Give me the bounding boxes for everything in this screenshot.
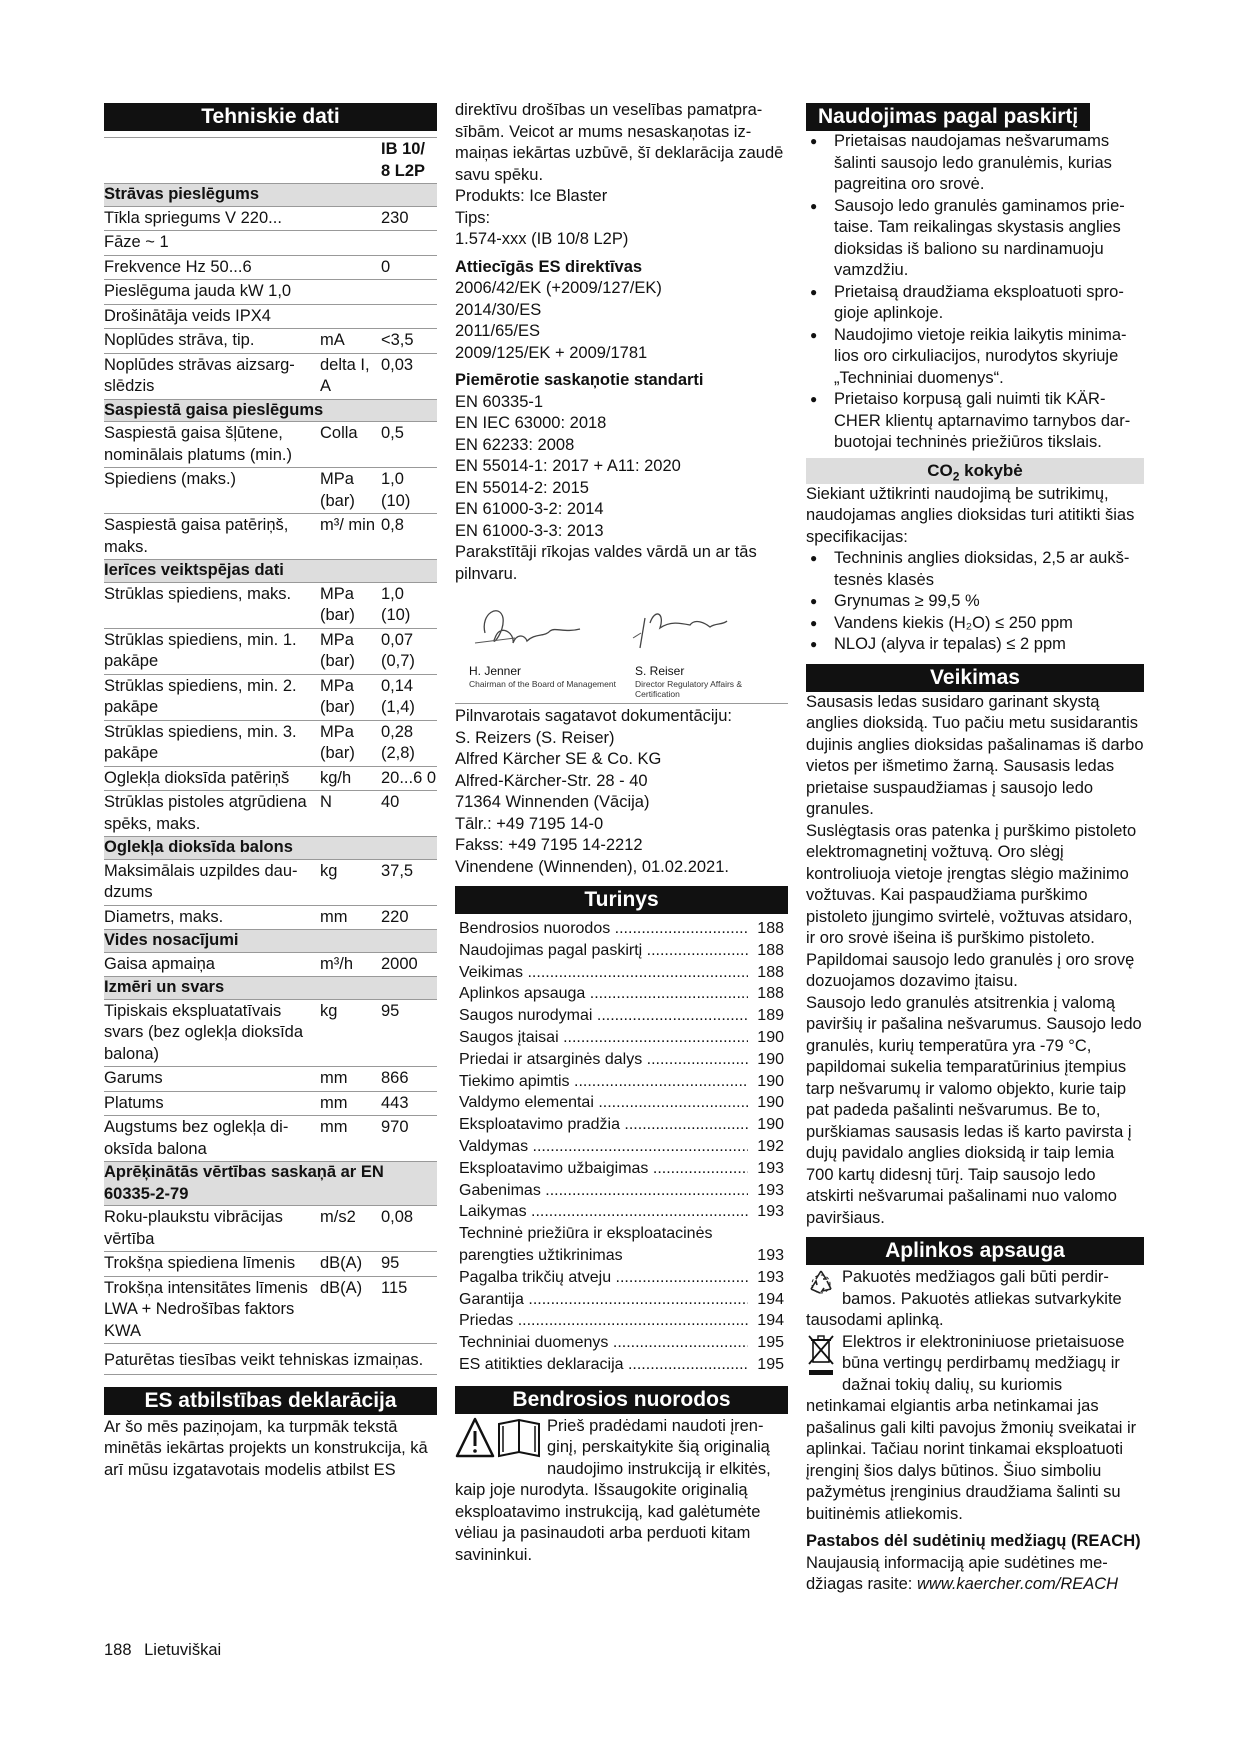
tech-value: 220 [381,905,437,930]
es-directive: 2011/65/ES [455,322,541,340]
tech-label: Noplūdes strāvas aizsargslēdzis [104,353,320,399]
contents-item[interactable] [459,1310,784,1332]
usage-item: ● Prietaisas naudojamas nešvarumams šalinti sausojo ledo granulėmis, kurias pagreitina oro srovė. [806,131,1144,196]
contents-item-page: 193 [757,1268,784,1286]
signature-image [455,593,788,663]
signer-2-name: S. Reiser [635,664,685,678]
contents-heading: Turinys [455,886,788,914]
tech-value [381,304,437,329]
co2-spec-item: ● Vandens kiekis (H₂O) ≤ 250 ppm [806,613,1144,635]
contents-item[interactable] [459,1092,784,1114]
tech-label: Roku-plaukstu vibrācijas vērtība [104,1206,320,1252]
tech-value: 0,28 (2,8) [381,720,437,766]
tech-row [104,1116,437,1162]
tech-row [104,514,437,560]
column-right [806,103,1144,1596]
contents-item-page: 193 [757,1181,784,1199]
contents-item-page: 190 [757,1116,784,1134]
es-address-line: 71364 Winnenden (Vācija) [455,793,650,811]
contents-item-page: 193 [757,1159,784,1177]
tech-value: 0 [381,255,437,280]
co2-list [806,548,1144,656]
contents-item[interactable] [459,918,784,940]
tech-unit: m/s2 [320,1206,381,1252]
es-directive: 2006/42/EK (+2009/127/EK) [455,279,662,297]
tech-row [104,304,437,329]
es-address-line: S. Reizers (S. Reiser) [455,728,615,747]
es-standard: EN 62233: 2008 [455,435,575,454]
tech-row [104,859,437,905]
tech-label: Trokšņa spiediena līmenis [104,1252,320,1277]
tech-unit: mm [320,1116,381,1162]
tech-row [104,1252,437,1277]
contents-list [455,918,788,1376]
tech-row [104,1276,437,1344]
tech-unit: kg/h [320,766,381,791]
tech-section-header [104,399,437,422]
tech-unit: mA [320,329,381,354]
signatures [455,593,788,703]
co2-spec-item: ● NLOJ (alyva ir tepalas) ≤ 2 ppm [806,634,1144,656]
reach-text-line [806,1553,1144,1596]
tech-label: Fāze ~ 1 [104,231,320,256]
tech-label: Saspiestā gaisa patēriņš, maks. [104,514,320,560]
tech-row [104,353,437,399]
environment-heading: Aplinkos apsauga [806,1237,1144,1265]
contents-item[interactable] [459,1071,784,1093]
contents-item[interactable] [459,983,784,1005]
es-directives-list [455,278,788,364]
es-standard: EN 55014-1: 2017 + A11: 2020 [455,457,681,475]
contents-item-page: 190 [757,1050,784,1068]
co2-title-a: CO [927,460,953,480]
signer-1-name: H. Jenner [469,664,522,678]
contents-item[interactable] [459,1354,784,1376]
contents-item-title: Techniniai duomenys ..... [459,1332,748,1354]
contents-item-title: Valdymas ..... [459,1136,748,1158]
general-heading: Bendrosios nuorodos [455,1386,788,1414]
tech-section-header [104,930,437,953]
tech-unit: m³/ min [320,514,381,560]
contents-item-page: 194 [757,1290,784,1308]
es-address-line: Alfred-Kärcher-Str. 28 - 40 [455,771,648,790]
es-paragraph-1: Ar šo mēs paziņojam, ka turpmāk tekstā minētās iekārtas projekts un konstrukcija, kā arī mūsu izgatavotais modelis atbilst ES [104,1417,428,1479]
es-standard: EN 60335-1 [455,392,544,411]
contents-item-title: Bendrosios nuorodos ..... [459,918,748,940]
contents-item-page: 188 [757,920,784,937]
contents-item-title: Tiekimo apimtis ..... [459,1071,748,1093]
tech-unit: kg [320,999,381,1067]
tech-row [104,791,437,837]
contents-item-title: Saugos nurodymai ..... [459,1005,748,1027]
contents-item[interactable] [459,1201,784,1223]
co2-title-b: kokybė [959,460,1023,480]
tech-label: Spiediens (maks.) [104,468,320,514]
signer-1-role: Chairman of the Board of Management [469,679,616,689]
tech-unit: mm [320,1091,381,1116]
es-type: 1.574-xxx (IB 10/8 L2P) [455,230,629,248]
es-declaration-heading: ES atbilstības deklarācija [104,1387,437,1415]
es-address-line: Pilnvarotais sagatavot dokumentāciju: [455,707,732,725]
contents-item[interactable] [459,1332,784,1354]
reach-text: Naujausią informaciją apie sudėtines medžiagas rasite: [806,1553,1108,1593]
contents-item-page: 188 [757,985,784,1003]
es-standard: EN 61000-3-2: 2014 [455,500,604,518]
env-p2: Elektros ir elektroniniuose prietaisuose būna vertingų perdirbamų medžiagų ir dažnai tokių dalių, su kuriomis netinkamai elgiantis arba netinkamai jas pašalinus gali kilti pavojus žmonių sveikatai ir aplinkai. Tačiau norint tinkamai eksploatuoti įrenginį šios dalys būtinos. Šiuo simboliu pažymėtus įrenginius draudžiama šalinti su buitinėmis atliekomis. [806,1332,1137,1523]
tech-value: 0,5 [381,422,437,468]
contents-item-title: Pagalba trikčių atveju ..... [459,1267,748,1289]
co2-intro: Siekiant užtikrinti naudojimą be sutrikimų, naudojamas anglies dioksidas turi atitikti šias specifikacijas: [806,484,1135,546]
usage-heading: Naudojimas pagal paskirtį [806,103,1090,131]
contents-item[interactable] [459,962,784,984]
es-address-line: Alfred Kärcher SE & Co. KG [455,750,662,768]
operation-p2: Suslėgtasis oras patenka į purškimo pistoleto elektromagnetinį vožtuvą. Oro slėgį kontroliuoja vietoje įrengtas slėgio mažinimo vožtuvas. Kai paspaudžiama purškimo pistoleto įjungimo svirtelė, vožtuvas atsidaro, ir oro srovė išeina iš purškimo pistoleto. Papildomai sausojo ledo granulės į oro srovę dozuojamos dozavimo įtaisu. [806,821,1137,990]
contents-item-page: 195 [757,1355,784,1373]
tech-unit [320,255,381,280]
es-address [455,703,788,878]
co2-spec-item: ● Grynumas ≥ 99,5 % [806,591,1144,613]
tech-section-title: Ierīces veiktspējas dati [104,560,437,583]
tech-row [104,674,437,720]
recycle-icon [806,1267,836,1304]
tech-section-header [104,1162,437,1206]
contents-item-title: Priedai ir atsarginės dalys ..... [459,1049,748,1071]
contents-item[interactable] [459,1180,784,1202]
contents-item-page: 193 [757,1203,784,1221]
contents-item[interactable] [459,1027,784,1049]
es-standard: EN IEC 63000: 2018 [455,414,607,432]
tech-section-header [104,837,437,860]
general-text: Prieš pradėdami naudoti įrenginį, perskaitykite šią originalią naudojimo instrukciją ir elkitės, kaip joje nurodyta. Išsaugokite originalią eksploatavimo instrukciją, kad galėtumėte vėliau ja pasinaudoti arba perduoti kitam savininkui. [455,1416,771,1564]
tech-unit [320,280,381,305]
tech-value: 0,14 (1,4) [381,674,437,720]
es-directives-title: Attiecīgās ES direktīvas [455,257,643,276]
tech-data-table [104,137,437,1344]
tech-row [104,952,437,977]
tech-section-title: Izmēri un svars [104,977,437,1000]
tech-note: Paturētas tiesības veikt tehniskas izmaiņas. [104,1350,437,1375]
tech-unit: m³/h [320,952,381,977]
contents-item-title: Valdymo elementai ..... [459,1092,748,1114]
contents-item-page: 188 [757,941,784,959]
tech-section-header [104,184,437,207]
tech-label: Augstums bez oglekļa dioksīda balona [104,1116,320,1162]
env-weee-block [806,1332,1144,1526]
contents-item-title: ES atitikties deklaracija ..... [459,1354,748,1376]
tech-unit [320,231,381,256]
contents-item-page: 194 [757,1312,784,1330]
tech-label: Strūklas spiediens, min. 1. pakāpe [104,628,320,674]
contents-item-title: Garantija ..... [459,1289,748,1311]
usage-list [806,131,1144,454]
contents-item[interactable] [459,1049,784,1071]
contents-item[interactable] [459,940,784,962]
contents-item-page: 193 [757,1246,784,1264]
co2-spec-item: ● Techninis anglies dioksidas, 2,5 ar aukštesnės klasės [806,548,1144,591]
tech-value: 443 [381,1091,437,1116]
column-left [104,103,437,1481]
env-p1: Pakuotės medžiagos gali būti perdirbamos. Pakuotės atliekas sutvarkykite tausodami aplinką. [806,1268,1122,1329]
contents-item[interactable] [459,1005,784,1027]
contents-item-page: 195 [757,1334,784,1352]
contents-item-title: Saugos įtaisai ..... [459,1027,748,1049]
env-recycle-block [806,1267,1144,1332]
tech-label: Strūklas spiediens, maks. [104,582,320,628]
tech-row [104,582,437,628]
tech-label: Maksimālais uzpildes daudzums [104,859,320,905]
warning-manual-icon [455,1416,541,1467]
signer-2-role: Director Regulatory Affairs & Certification [635,679,743,699]
tech-row [104,1067,437,1092]
general-block [455,1416,788,1567]
tech-value: 95 [381,999,437,1067]
tech-value: 0,8 [381,514,437,560]
tech-label: Pieslēguma jauda kW 1,0 [104,280,320,305]
tech-label: Platums [104,1091,320,1116]
tech-unit: Colla [320,422,381,468]
tech-row [104,766,437,791]
es-directive: 2014/30/ES [455,300,542,319]
tech-row [104,468,437,514]
es-directive: 2009/125/EK + 2009/1781 [455,343,648,362]
tech-label: Gaisa apmaiņa [104,952,320,977]
tech-unit: MPa (bar) [320,468,381,514]
tech-value [381,231,437,256]
es-standards-title: Piemērotie saskaņotie standarti [455,371,704,389]
usage-item: ● Prietaisą draudžiama eksploatuoti sprogioje aplinkoje. [806,282,1144,325]
tech-section-title: Saspiestā gaisa pieslēgums [104,399,437,422]
tech-section-title: Strāvas pieslēgums [104,184,437,207]
contents-item[interactable] [459,1158,784,1180]
contents-item[interactable] [459,1223,784,1267]
contents-item-page: 190 [757,1094,784,1112]
tech-label: Tipiskais ekspluatatīvais svars (bez oglekļa dioksīda balona) [104,999,320,1067]
tech-label: Trokšņa intensitātes līmenis LWA + Nedrošības faktors KWA [104,1276,320,1344]
contents-item-title: Techninė priežiūra ir eksploatacinės parengties užtikrinimas [459,1225,713,1264]
contents-item-page: 188 [757,963,784,981]
operation-p1: Sausasis ledas susidaro garinant skystą anglies dioksidą. Tuo pačiu metu susidarantis dujinis anglies dioksidas pašalinamas iš darbo vietos per išmetimo žarną. Sausasis ledas prietaise suspaudžiamas į sausojo ledo granules. [806,692,1144,818]
usage-item: ● Prietaiso korpusą gali nuimti tik KÄRCHER klientų aptarnavimo tarnybos darbuotojai techninės priežiūros tikslais. [806,389,1144,454]
tech-row [104,628,437,674]
contents-item[interactable] [459,1289,784,1311]
es-standard: EN 55014-2: 2015 [455,478,589,497]
tech-row [104,255,437,280]
tech-label: Oglekļa dioksīda patēriņš [104,766,320,791]
tech-value: 230 [381,206,437,231]
tech-unit: delta I, A [320,353,381,399]
tech-unit: mm [320,1067,381,1092]
tech-row [104,329,437,354]
contents-item-page: 189 [757,1007,784,1025]
tech-label: Noplūdes strāva, tip. [104,329,320,354]
contents-item-title: Naudojimas pagal paskirtį ..... [459,940,748,962]
contents-item-page: 192 [757,1137,784,1155]
contents-item-title: Eksploatavimo užbaigimas ..... [459,1158,748,1180]
column-middle [455,100,788,1566]
tech-row [104,206,437,231]
tech-value: 2000 [381,952,437,977]
page-footer [104,1640,229,1662]
tech-row [104,1091,437,1116]
operation-p3: Sausojo ledo granulės atsitrenkia į valomą paviršių ir pašalina nešvarumus. Sausojo ledo granulės, kurių temperatūra yra -79 °C, papildomai sukelia temparatūrinius įtempius tarp nešvarumų ir valomo objekto, kurie taip pat padeda pašalinti nešvarumus. Be to, purškiamas sausasis ledas iš karto pavirsta į dujų pavidalo anglies dioksidą ir taip lemia 700 kartų didesnį tūrį. Taip sausojo ledo atskirti nešvarumai pašalinami nuo valomo paviršiaus. [806,993,1142,1227]
tech-value [381,280,437,305]
tech-value: 0,03 [381,353,437,399]
tech-value: 40 [381,791,437,837]
operation-heading: Veikimas [806,664,1144,692]
reach-url-link[interactable]: www.kaercher.com/REACH [916,1575,1119,1593]
tech-label: Frekvence Hz 50...6 [104,255,320,280]
tech-row [104,999,437,1067]
tech-unit: MPa (bar) [320,674,381,720]
tech-section-title: Oglekļa dioksīda balons [104,837,437,860]
tech-label: Diametrs, maks. [104,905,320,930]
co2-heading [806,458,1144,484]
tech-label: Drošinātāja veids IPX4 [104,304,320,329]
es-standards-list [455,392,788,543]
usage-item: ● Sausojo ledo granulės gaminamos prietaise. Tam reikalingas skystasis anglies dioksidas iš baliono su nardinamuoju vamzdžiu. [806,196,1144,282]
tech-value: 115 [381,1276,437,1344]
page-number: 188 [104,1641,132,1659]
tech-row [104,231,437,256]
contents-item-page: 190 [757,1028,784,1046]
tech-label: Strūklas pistoles atgrūdiena spēks, maks. [104,791,320,837]
contents-item-page: 190 [757,1072,784,1090]
es-address-line: Vinendene (Winnenden), 01.02.2021. [455,857,729,876]
footer-language: Lietuviškai [144,1641,222,1659]
tech-unit [320,304,381,329]
tech-value: 970 [381,1116,437,1162]
tech-section-title: Aprēķinātās vērtības saskaņā ar EN 60335-2-79 [104,1162,437,1206]
tech-unit: N [320,791,381,837]
tech-section-header [104,560,437,583]
tech-value: 1,0 (10) [381,468,437,514]
tech-data-heading: Tehniskie dati [104,103,437,131]
tech-unit [320,206,381,231]
tech-row [104,422,437,468]
tech-value: 95 [381,1252,437,1277]
es-paragraph-2: direktīvu drošības un veselības pamatprasībām. Veicot ar mums nesaskaņotas izmaiņas iekārtas uzbūvē, šī deklarācija zaudē savu spēku. [455,101,784,184]
tech-value: 866 [381,1067,437,1092]
es-signed-note: Parakstītāji rīkojas valdes vārdā un ar tās pilnvaru. [455,543,757,583]
contents-item-title: Laikymas ..... [459,1201,748,1223]
tech-label: Saspiestā gaisa šļūtene, nominālais platums (min.) [104,422,320,468]
tech-value: 0,08 [381,1206,437,1252]
tech-unit: MPa (bar) [320,582,381,628]
tech-value: 37,5 [381,859,437,905]
tech-unit: dB(A) [320,1276,381,1344]
tech-value: 0,07 (0,7) [381,628,437,674]
tech-row [104,720,437,766]
tech-unit: MPa (bar) [320,628,381,674]
es-address-line: Fakss: +49 7195 14-2212 [455,836,643,854]
crossed-bin-icon [806,1332,836,1385]
contents-item-title: Priedas ..... [459,1310,748,1332]
tech-value: 1,0 (10) [381,582,437,628]
tech-row [104,280,437,305]
tech-label: Garums [104,1067,320,1092]
tech-row [104,1206,437,1252]
contents-item-title: Veikimas ..... [459,962,748,984]
contents-item-title: Aplinkos apsauga ..... [459,983,748,1005]
contents-item-title: Eksploatavimo pradžia ..... [459,1114,748,1136]
contents-item[interactable] [459,1136,784,1158]
reach-title: Pastabos dėl sudėtinių medžiagų (REACH) [806,1532,1141,1550]
es-standard: EN 61000-3-3: 2013 [455,521,604,540]
usage-item: ● Naudojimo vietoje reikia laikytis minimalios oro cirkuliacijos, nurodytos skyriuje „Techniniai duomenys“. [806,325,1144,390]
es-address-line: Tālr.: +49 7195 14-0 [455,814,604,833]
tech-value: <3,5 [381,329,437,354]
tech-label: Tīkla spriegums V 220... [104,206,320,231]
contents-item[interactable] [459,1114,784,1136]
tech-section-title: Vides nosacījumi [104,930,437,953]
es-type-label: Tips: [455,208,491,227]
tech-value: 20...6 0 [381,766,437,791]
tech-row [104,905,437,930]
tech-label: Strūklas spiediens, min. 2. pakāpe [104,674,320,720]
contents-item[interactable] [459,1267,784,1289]
tech-unit: dB(A) [320,1252,381,1277]
tech-section-header [104,977,437,1000]
co2-title-sub: 2 [952,468,960,483]
tech-unit: kg [320,859,381,905]
es-product: Produkts: Ice Blaster [455,187,608,205]
tech-unit: mm [320,905,381,930]
tech-label: Strūklas spiediens, min. 3. pakāpe [104,720,320,766]
contents-item-title: Gabenimas ..... [459,1180,748,1202]
model-name: IB 10/ 8 L2P [381,138,437,184]
tech-unit: MPa (bar) [320,720,381,766]
tech-model-row [104,138,437,184]
